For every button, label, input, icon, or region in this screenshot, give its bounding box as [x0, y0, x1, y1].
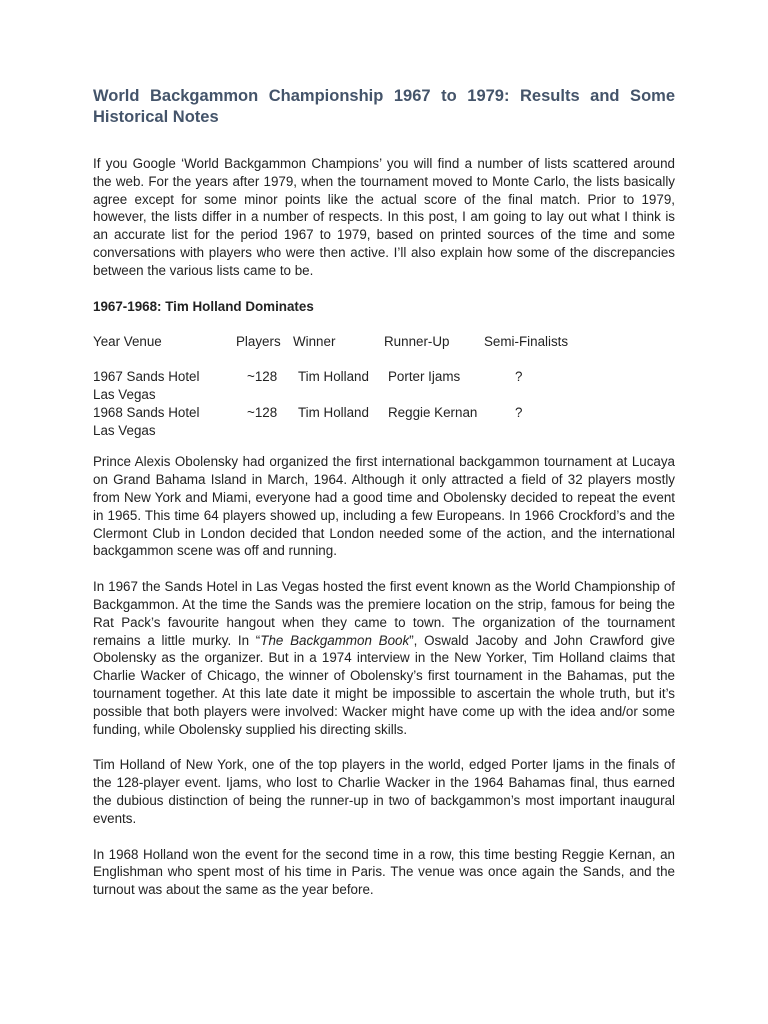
paragraph-1968: In 1968 Holland won the event for the second time in a row, this time besting Reggie Kernan, an Englishman who spent most of his time in Paris. The venue was once again the Sands, and the turnout was about the same as the year before. [93, 846, 675, 898]
header-players: Players [236, 334, 281, 350]
row-1967-venue-city: Las Vegas [93, 387, 156, 403]
paragraph-holland-ijams: Tim Holland of New York, one of the top players in the world, edged Porter Ijams in the finals of the 128-player event. Ijams, who lost to Charlie Wacker in the 1964 Bahamas final, thus earned the dubious distinction of being the runner-up in two of backgammon’s most important inaugural events. [93, 757, 675, 826]
row-1968-semi-finalists: ? [515, 405, 523, 421]
row-1968-winner: Tim Holland [298, 405, 369, 421]
row-1968-players: ~128 [247, 405, 278, 421]
document-page [93, 86, 675, 917]
row-1967-players: ~128 [247, 369, 278, 385]
paragraph-obolensky: Prince Alexis Obolensky had organized the first international backgammon tournament at Lucaya on Grand Bahama Island in March, 1964. Although it only attracted a field of 32 players mostly from New York and Miami, everyone had a good time and Obolensky decided to repeat the event in 1965. This time 64 players showed up, including a few Europeans. In 1966 Crockford’s and the Clermont Club in London decided that London needed some of the action, and the international backgammon scene was off and running. [93, 454, 675, 559]
header-year-venue: Year Venue [93, 334, 162, 350]
paragraph-sands-text-start: In 1967 the Sands Hotel in Las Vegas hosted the first event known as the World Championship of Backgammon. At the time the Sands was the premiere location on the strip, famous for being the Rat Pack’s favourite hangout when they came to town. The organization of the tournament remains a little murky. In “ [93, 579, 675, 648]
header-semi-finalists: Semi-Finalists [484, 334, 569, 350]
row-1967-winner: Tim Holland [298, 369, 369, 385]
row-1968-runner-up: Reggie Kernan [388, 405, 478, 421]
section-heading: 1967-1968: Tim Holland Dominates [93, 298, 314, 314]
results-table [93, 333, 675, 439]
header-runner-up: Runner-Up [384, 334, 450, 350]
intro-paragraph: If you Google ‘World Backgammon Champions’ you will find a number of lists scattered around the web. For the years after 1979, when the tournament moved to Monte Carlo, the lists basically agree except for some minor points like the actual score of the final match. Prior to 1979, however, the lists differ in a number of respects. In this post, I am going to lay out what I think is an accurate list for the period 1967 to 1979, based on printed sources of the time and some conversations with players who were then active. I’ll also explain how some of the discrepancies between the various lists came to be. [93, 156, 675, 278]
paragraph-sands-text-end: ”, Oswald Jacoby and John Crawford give Obolensky as the organizer. But in a 1974 interview in the New Yorker, Tim Holland claims that Charlie Wacker of Chicago, the winner of Obolensky’s first tournament in the Bahamas, put the tournament together. At this late date it might be impossible to ascertain the whole truth, but it’s possible that both players were involved: Wacker might have come up with the idea and/or some funding, while Obolensky supplied his directing skills. [93, 632, 676, 737]
row-1968-year-venue: 1968 Sands Hotel [93, 405, 200, 421]
row-1967-year-venue: 1967 Sands Hotel [93, 369, 200, 385]
row-1967-semi-finalists: ? [515, 369, 523, 385]
page-title: World Backgammon Championship 1967 to 1979: Results and Some Historical Notes [93, 87, 675, 126]
header-winner: Winner [293, 334, 336, 350]
row-1968-venue-city: Las Vegas [93, 423, 156, 439]
book-title: The Backgammon Book [260, 632, 410, 648]
row-1967-runner-up: Porter Ijams [388, 369, 461, 385]
paragraph-sands-1967 [93, 578, 675, 738]
